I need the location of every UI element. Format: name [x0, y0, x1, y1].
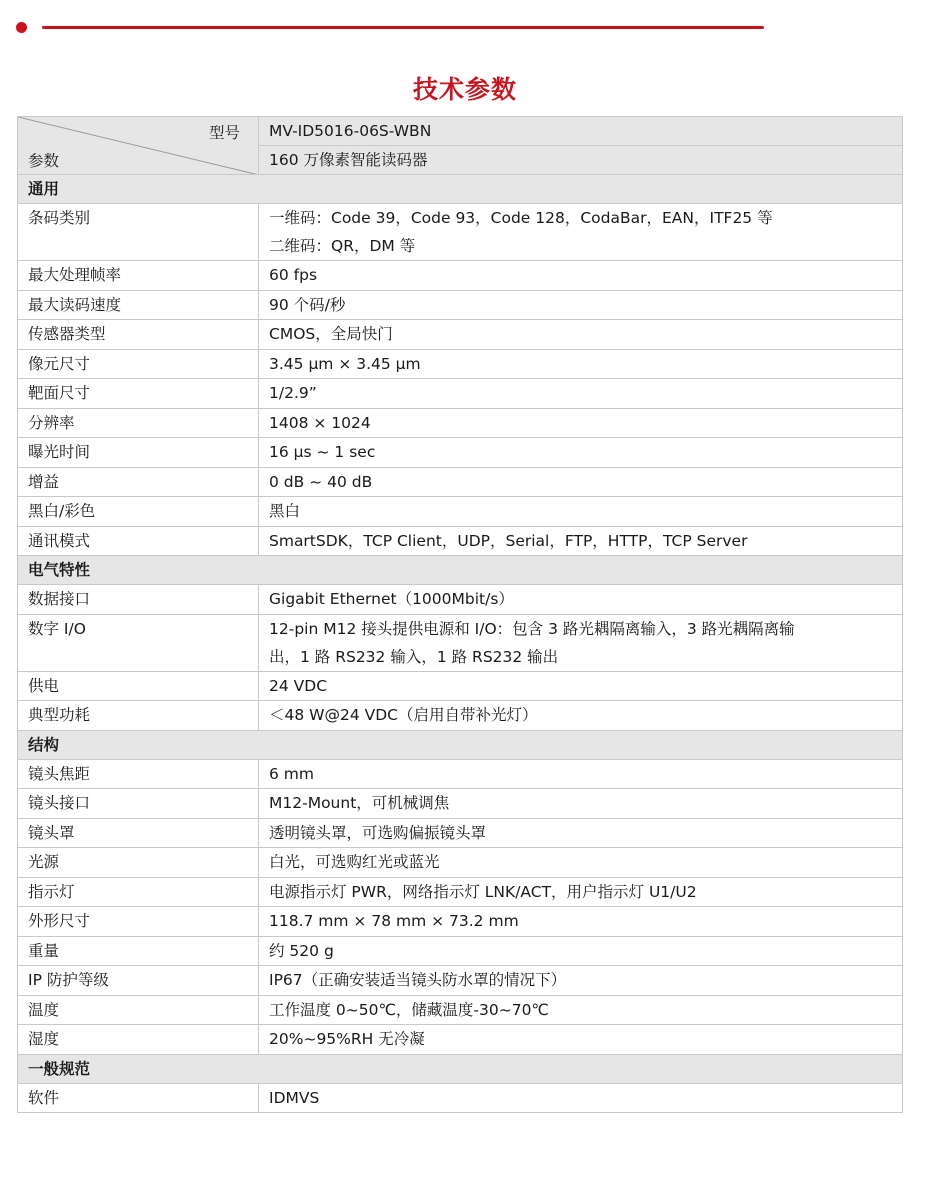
row-label: 典型功耗	[18, 701, 259, 731]
row-label: 黑白/彩色	[18, 497, 259, 527]
header-diagonal-cell	[18, 117, 259, 175]
table-row	[18, 789, 903, 819]
section-electrical: 电气特性	[18, 556, 903, 585]
param-label: 参数	[28, 152, 60, 170]
row-label: 外形尺寸	[18, 907, 259, 937]
table-row	[18, 261, 903, 291]
row-value	[259, 204, 903, 261]
table-row	[18, 290, 903, 320]
row-value: 工作温度 0~50℃，储藏温度-30~70℃	[259, 995, 903, 1025]
table-row	[18, 467, 903, 497]
row-label: 数字 I/O	[18, 614, 259, 671]
row-value-line: 出，1 路 RS232 输入，1 路 RS232 输出	[269, 647, 559, 666]
table-row	[18, 204, 903, 261]
table-row	[18, 438, 903, 468]
row-value: 24 VDC	[259, 671, 903, 701]
row-value: 约 520 g	[259, 936, 903, 966]
row-value: 电源指示灯 PWR，网络指示灯 LNK/ACT，用户指示灯 U1/U2	[259, 877, 903, 907]
section-structure: 结构	[18, 730, 903, 759]
model-value: MV-ID5016-06S-WBN	[259, 117, 903, 146]
row-value: CMOS，全局快门	[259, 320, 903, 350]
table-row	[18, 966, 903, 996]
table-row	[18, 818, 903, 848]
table-row	[18, 614, 903, 671]
row-label: 最大读码速度	[18, 290, 259, 320]
row-label: 供电	[18, 671, 259, 701]
row-value: 16 µs ~ 1 sec	[259, 438, 903, 468]
row-value: 1408 × 1024	[259, 408, 903, 438]
row-value: 90 个码/秒	[259, 290, 903, 320]
table-row	[18, 671, 903, 701]
row-label: 镜头接口	[18, 789, 259, 819]
row-value-line: 二维码：QR，DM 等	[269, 237, 416, 255]
row-label: 靶面尺寸	[18, 379, 259, 409]
row-value-line: 12-pin M12 接头提供电源和 I/O：包含 3 路光耦隔离输入，3 路光耦隔离输	[269, 619, 795, 638]
row-value: 0 dB ~ 40 dB	[259, 467, 903, 497]
row-label: 重量	[18, 936, 259, 966]
table-row	[18, 526, 903, 556]
row-value: 白光，可选购红光或蓝光	[259, 848, 903, 878]
table-row	[18, 936, 903, 966]
row-value: IDMVS	[259, 1083, 903, 1113]
row-value: 20%~95%RH 无冷凝	[259, 1025, 903, 1055]
row-label: 像元尺寸	[18, 349, 259, 379]
row-value: 黑白	[259, 497, 903, 527]
model-desc: 160 万像素智能读码器	[259, 146, 903, 175]
model-label: 型号	[208, 124, 240, 142]
header-red-dot	[16, 22, 27, 33]
row-label: 指示灯	[18, 877, 259, 907]
row-value: 3.45 µm × 3.45 µm	[259, 349, 903, 379]
header-red-rule	[42, 26, 764, 29]
row-label: 镜头罩	[18, 818, 259, 848]
row-label: 曝光时间	[18, 438, 259, 468]
row-label: 通讯模式	[18, 526, 259, 556]
row-value: 118.7 mm × 78 mm × 73.2 mm	[259, 907, 903, 937]
row-label: 传感器类型	[18, 320, 259, 350]
section-general: 通用	[18, 175, 903, 204]
row-value	[259, 614, 903, 671]
row-value: SmartSDK，TCP Client，UDP，Serial，FTP，HTTP，TCP Server	[259, 526, 903, 556]
row-label: 增益	[18, 467, 259, 497]
table-row	[18, 497, 903, 527]
row-label: 数据接口	[18, 585, 259, 615]
row-value: 6 mm	[259, 759, 903, 789]
row-label: 条码类别	[18, 204, 259, 261]
row-label: 温度	[18, 995, 259, 1025]
page-title: 技术参数	[412, 75, 517, 104]
row-label: 最大处理帧率	[18, 261, 259, 291]
table-row	[18, 1083, 903, 1113]
table-row	[18, 877, 903, 907]
row-label: 湿度	[18, 1025, 259, 1055]
row-value: 1/2.9”	[259, 379, 903, 409]
table-row	[18, 379, 903, 409]
row-value: ＜48 W@24 VDC（启用自带补光灯）	[259, 701, 903, 731]
table-row	[18, 585, 903, 615]
row-value-line: 一维码：Code 39，Code 93，Code 128，CodaBar，EAN，ITF25 等	[269, 209, 773, 227]
row-value: Gigabit Ethernet（1000Mbit/s）	[259, 585, 903, 615]
row-label: 镜头焦距	[18, 759, 259, 789]
table-row	[18, 320, 903, 350]
row-label: 分辨率	[18, 408, 259, 438]
row-label: 软件	[18, 1083, 259, 1113]
table-row	[18, 408, 903, 438]
row-value: 60 fps	[259, 261, 903, 291]
table-row	[18, 1025, 903, 1055]
table-row	[18, 848, 903, 878]
row-value: 透明镜头罩，可选购偏振镜头罩	[259, 818, 903, 848]
table-row	[18, 907, 903, 937]
table-row	[18, 759, 903, 789]
row-value: IP67（正确安装适当镜头防水罩的情况下）	[259, 966, 903, 996]
spec-table	[17, 116, 903, 1113]
row-label: 光源	[18, 848, 259, 878]
section-spec: 一般规范	[18, 1054, 903, 1083]
table-row	[18, 701, 903, 731]
row-label: IP 防护等级	[18, 966, 259, 996]
table-row	[18, 349, 903, 379]
table-row	[18, 995, 903, 1025]
row-value: M12-Mount，可机械调焦	[259, 789, 903, 819]
